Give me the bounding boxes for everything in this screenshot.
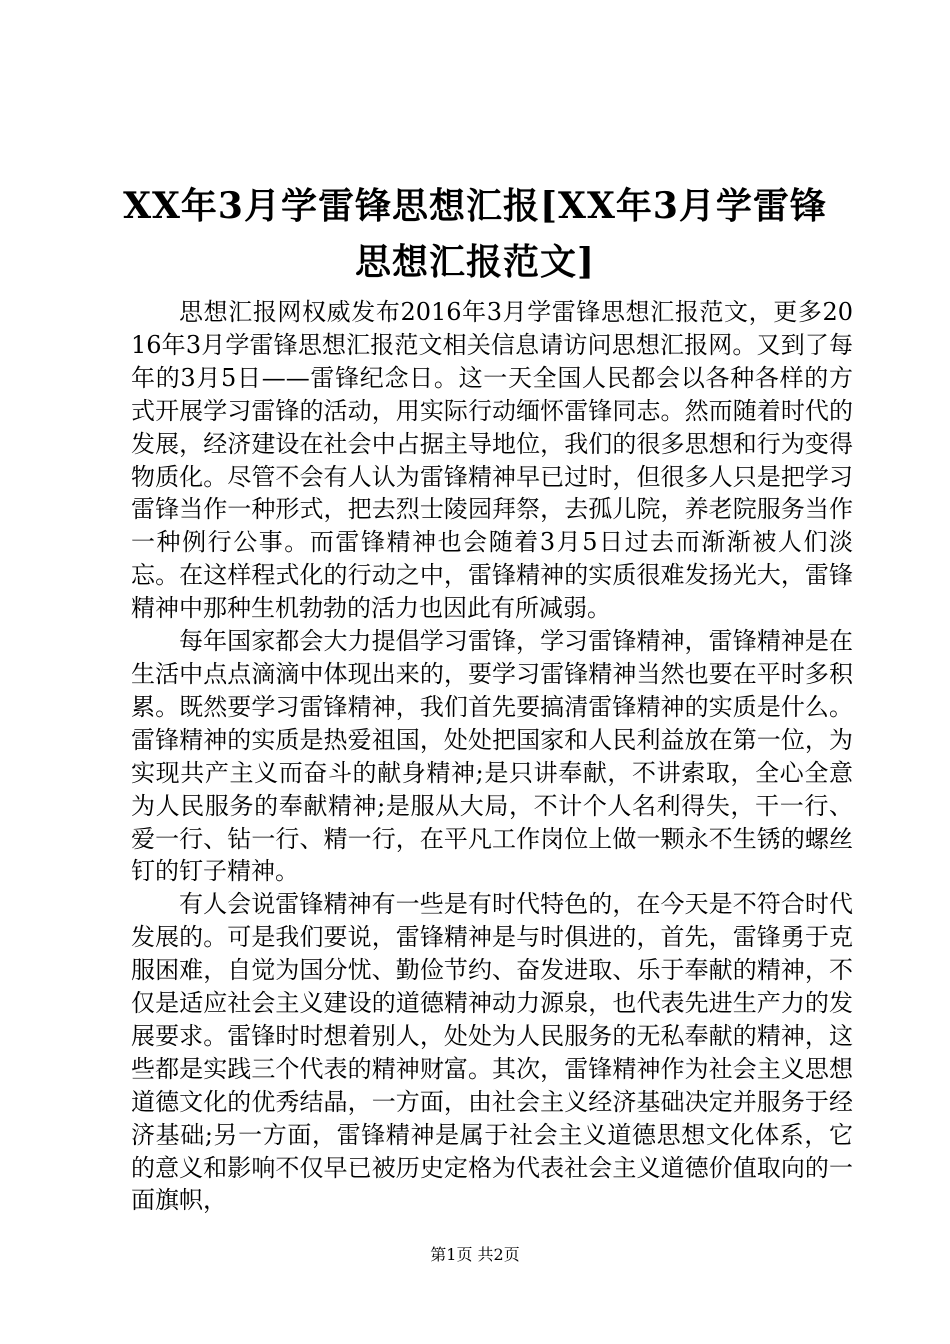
paragraph-3: 有人会说雷锋精神有一些是有时代特色的，在今天是不符合时代发展的。可是我们要说，雷锋精神是与时俱进的，首先，雷锋勇于克服困难，自觉为国分忧、勤俭节约、奋发进取、乐于奉献的精神，不仅是适应社会主义建设的道德精神动力源泉，也代表先进生产力的发展要求。雷锋时时想着别人，处处为人民服务的无私奉献的精神，这些都是实践三个代表的精神财富。其次，雷锋精神作为社会主义思想道德文化的优秀结晶，一方面，由社会主义经济基础决定并服务于经济基础;另一方面，雷锋精神是属于社会主义道德思想文化体系，它的意义和影响不仅早已被历史定格为代表社会主义道德价值取向的一面旗帜， xyxy=(131,890,853,1215)
paragraph-2: 每年国家都会大力提倡学习雷锋，学习雷锋精神，雷锋精神是在生活中点点滴滴中体现出来的，要学习雷锋精神当然也要在平时多积累。既然要学习雷锋精神，我们首先要搞清雷锋精神的实质是什么。雷锋精神的实质是热爱祖国，处处把国家和人民利益放在第一位，为实现共产主义而奋斗的献身精神;是只讲奉献，不讲索取，全心全意为人民服务的奉献精神;是服从大局，不计个人名利得失，干一行、爱一行、钻一行、精一行，在平凡工作岗位上做一颗永不生锈的螺丝钉的钉子精神。 xyxy=(131,627,853,886)
page-number: 第1页 共2页 xyxy=(430,1245,520,1264)
paragraph-1: 思想汇报网权威发布2016年3月学雷锋思想汇报范文，更多2016年3月学雷锋思想汇报范文相关信息请访问思想汇报网。又到了每年的3月5日——雷锋纪念日。这一天全国人民都会以各种各样的方式开展学习雷锋的活动，用实际行动缅怀雷锋同志。然而随着时代的发展，经济建设在社会中占据主导地位，我们的很多思想和行为变得物质化。尽管不会有人认为雷锋精神早已过时，但很多人只是把学习雷锋当作一种形式，把去烈士陵园拜祭，去孤儿院，养老院服务当作一种例行公事。而雷锋精神也会随着3月5日过去而渐渐被人们淡忘。在这样程式化的行动之中，雷锋精神的实质很难发扬光大，雷锋精神中那种生机勃勃的活力也因此有所减弱。 xyxy=(131,298,853,623)
document-body xyxy=(131,296,853,1217)
document-title: XX年3月学雷锋思想汇报[XX年3月学雷锋思想汇报范文] xyxy=(123,185,827,283)
